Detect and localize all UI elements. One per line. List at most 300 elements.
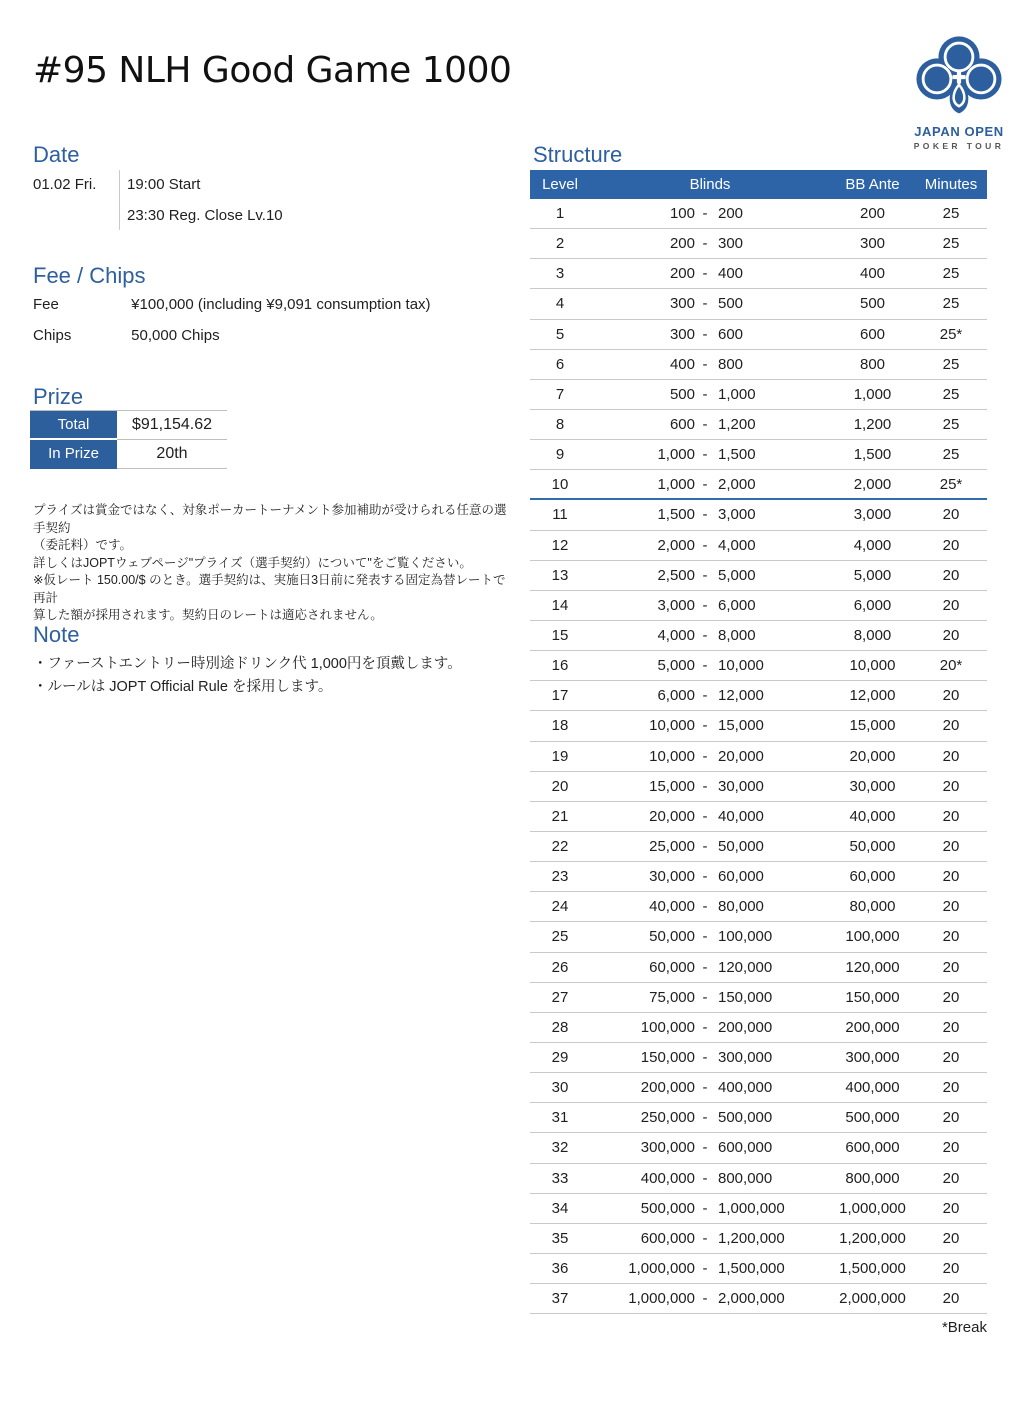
cell-level: 30: [551, 1079, 569, 1097]
cell-dash: -: [702, 1199, 708, 1217]
cell-dash: -: [702, 1229, 708, 1247]
cell-dash: -: [702, 265, 708, 283]
fee-label: Fee: [33, 296, 59, 313]
chips-value: 50,000 Chips: [131, 327, 220, 344]
cell-big-blind: 12,000: [718, 687, 764, 705]
cell-level: 21: [551, 807, 569, 825]
cell-minutes: 20: [942, 1199, 960, 1217]
cell-bb-ante: 1,200,000: [839, 1229, 906, 1247]
cell-level: 10: [551, 475, 569, 493]
cell-small-blind: 150,000: [640, 1049, 695, 1066]
column-header-minutes: Minutes: [924, 176, 978, 193]
cell-minutes: 25: [942, 265, 960, 283]
cell-level: 8: [555, 416, 565, 434]
cell-dash: -: [702, 838, 708, 856]
cell-minutes: 20: [942, 777, 960, 795]
cell-level: 1: [555, 205, 565, 223]
cell-bb-ante: 200,000: [845, 1018, 900, 1036]
cell-bb-ante: 60,000: [849, 868, 896, 886]
cell-bb-ante: 2,000: [853, 475, 892, 493]
cell-small-blind: 100: [669, 205, 695, 223]
cell-dash: -: [702, 1139, 708, 1157]
cell-small-blind: 50,000: [649, 928, 695, 946]
cell-minutes: 20: [942, 928, 960, 946]
cell-big-blind: 200,000: [718, 1018, 773, 1036]
cell-big-blind: 200: [718, 205, 744, 223]
structure-row: [530, 1103, 987, 1133]
cell-bb-ante: 300: [859, 235, 886, 253]
date-events: [127, 176, 283, 238]
cell-bb-ante: 50,000: [849, 838, 896, 856]
cell-bb-ante: 5,000: [853, 566, 892, 584]
cell-dash: -: [702, 657, 708, 675]
cell-dash: -: [702, 235, 708, 253]
structure-row: [530, 983, 987, 1013]
prize-heading: Prize: [33, 384, 84, 409]
cell-level: 24: [551, 898, 569, 916]
cell-minutes: 25: [942, 385, 960, 403]
cell-bb-ante: 1,500: [853, 446, 892, 464]
cell-big-blind: 120,000: [718, 958, 773, 976]
cell-minutes: 20: [942, 1259, 960, 1277]
structure-row: [530, 862, 987, 892]
cell-minutes: 20: [942, 1109, 960, 1127]
cell-big-blind: 40,000: [718, 807, 764, 825]
cell-small-blind: 4,000: [657, 627, 695, 645]
cell-minutes: 20: [942, 898, 960, 916]
cell-bb-ante: 500,000: [845, 1109, 900, 1127]
cell-small-blind: 200,000: [640, 1079, 695, 1097]
cell-minutes: 20: [942, 506, 960, 524]
structure-row: [530, 320, 987, 350]
cell-small-blind: 500,000: [640, 1199, 695, 1217]
cell-big-blind: 4,000: [718, 536, 756, 554]
cell-small-blind: 10,000: [649, 717, 695, 735]
logo-text-poker-tour: POKER TOUR: [913, 141, 1005, 151]
structure-row: [530, 1194, 987, 1224]
cell-dash: -: [702, 627, 708, 645]
cell-small-blind: 600: [669, 416, 695, 434]
cell-bb-ante: 500: [859, 295, 886, 313]
cell-bb-ante: 6,000: [853, 596, 892, 614]
cell-big-blind: 3,000: [718, 506, 756, 524]
date-separator-line: [119, 170, 120, 230]
cell-level: 35: [551, 1229, 569, 1247]
cell-level: 20: [551, 777, 569, 795]
cell-small-blind: 300: [669, 325, 695, 343]
cell-minutes: 25: [942, 446, 960, 464]
cell-level: 32: [551, 1139, 569, 1157]
structure-row: [530, 832, 987, 862]
note-line-drink: ・ファーストエントリー時別途ドリンク代 1,000円を頂戴します。: [33, 656, 462, 672]
cell-dash: -: [702, 1259, 708, 1277]
cell-minutes: 25*: [939, 325, 963, 343]
cell-bb-ante: 1,000,000: [839, 1199, 906, 1217]
cell-level: 6: [555, 355, 565, 373]
cell-big-blind: 500,000: [718, 1109, 773, 1127]
cell-minutes: 20*: [939, 657, 963, 675]
cell-dash: -: [702, 355, 708, 373]
cell-big-blind: 2,000: [718, 475, 756, 493]
cell-level: 9: [555, 446, 565, 464]
cell-dash: -: [702, 777, 708, 795]
structure-row: [530, 350, 987, 380]
cell-small-blind: 600,000: [640, 1229, 695, 1247]
column-header-bb-ante: BB Ante: [845, 176, 900, 193]
cell-small-blind: 2,000: [657, 536, 695, 554]
cell-small-blind: 1,000: [657, 446, 695, 464]
structure-heading: Structure: [533, 142, 623, 167]
cell-minutes: 25: [942, 416, 960, 434]
structure-row: [530, 742, 987, 772]
cell-big-blind: 5,000: [718, 566, 756, 584]
cell-minutes: 20: [942, 717, 960, 735]
cell-minutes: 20: [942, 807, 960, 825]
cell-big-blind: 30,000: [718, 777, 764, 795]
cell-bb-ante: 150,000: [845, 988, 900, 1006]
cell-minutes: 25*: [939, 475, 963, 493]
cell-dash: -: [702, 205, 708, 223]
cell-level: 16: [551, 657, 569, 675]
cell-minutes: 20: [942, 1139, 960, 1157]
cell-small-blind: 60,000: [649, 958, 695, 976]
cell-bb-ante: 30,000: [849, 777, 896, 795]
cell-bb-ante: 3,000: [853, 506, 892, 524]
page-title: #95 NLH Good Game 1000: [33, 50, 512, 91]
structure-row: [530, 1224, 987, 1254]
cell-bb-ante: 40,000: [849, 807, 896, 825]
cell-level: 37: [551, 1290, 569, 1308]
event-start-time: 19:00 Start: [127, 176, 201, 193]
cell-bb-ante: 20,000: [849, 747, 896, 765]
cell-level: 31: [551, 1109, 569, 1127]
break-footnote: *Break: [941, 1319, 987, 1336]
cell-dash: -: [702, 687, 708, 705]
cell-small-blind: 300,000: [640, 1139, 695, 1157]
structure-row: [530, 1164, 987, 1194]
structure-row: [530, 922, 987, 952]
cell-level: 27: [551, 988, 569, 1006]
cell-small-blind: 3,000: [657, 596, 695, 614]
cell-bb-ante: 800: [859, 355, 886, 373]
cell-dash: -: [702, 536, 708, 554]
cell-small-blind: 15,000: [649, 777, 695, 795]
cell-bb-ante: 12,000: [849, 687, 896, 705]
cell-minutes: 20: [942, 1229, 960, 1247]
cell-small-blind: 200: [669, 265, 695, 283]
cell-small-blind: 5,000: [657, 657, 695, 675]
cell-big-blind: 15,000: [718, 717, 764, 735]
cell-dash: -: [702, 475, 708, 493]
cell-small-blind: 40,000: [649, 898, 695, 916]
structure-row: [530, 621, 987, 651]
structure-rows: [530, 199, 987, 1314]
cell-bb-ante: 2,000,000: [839, 1290, 906, 1308]
cell-bb-ante: 8,000: [853, 627, 892, 645]
cell-dash: -: [702, 295, 708, 313]
cell-small-blind: 20,000: [649, 807, 695, 825]
cell-minutes: 20: [942, 988, 960, 1006]
cell-dash: -: [702, 596, 708, 614]
cell-big-blind: 600: [718, 325, 744, 343]
cell-small-blind: 6,000: [657, 687, 695, 705]
structure-row: [530, 440, 987, 470]
cell-small-blind: 2,500: [657, 566, 695, 584]
cell-level: 11: [552, 506, 568, 524]
cell-dash: -: [702, 1049, 708, 1066]
prize-inprize-value: 20th: [117, 440, 227, 469]
cell-big-blind: 1,200: [718, 416, 756, 434]
disclaimer-line: （委託料）です。: [33, 538, 133, 552]
structure-row: [530, 1254, 987, 1284]
structure-row: [530, 410, 987, 440]
cell-level: 26: [551, 958, 569, 976]
cell-small-blind: 300: [669, 295, 695, 313]
cell-big-blind: 400: [718, 265, 744, 283]
cell-minutes: 20: [942, 596, 960, 614]
prize-total-row: [30, 411, 227, 440]
cell-bb-ante: 4,000: [853, 536, 892, 554]
cell-minutes: 20: [942, 1049, 960, 1066]
cell-bb-ante: 15,000: [849, 717, 896, 735]
cell-level: 28: [551, 1018, 569, 1036]
cell-small-blind: 30,000: [649, 868, 695, 886]
structure-table-header: [530, 170, 987, 199]
structure-row: [530, 470, 987, 500]
cell-dash: -: [702, 928, 708, 946]
cell-dash: -: [702, 807, 708, 825]
cell-level: 7: [555, 385, 565, 403]
structure-table: [530, 170, 987, 1314]
cell-dash: -: [702, 717, 708, 735]
cell-level: 34: [551, 1199, 569, 1217]
cell-big-blind: 1,200,000: [718, 1229, 785, 1247]
structure-row: [530, 711, 987, 741]
cell-bb-ante: 1,500,000: [839, 1259, 906, 1277]
cell-dash: -: [702, 988, 708, 1006]
date-heading: Date: [33, 142, 80, 167]
cell-bb-ante: 300,000: [845, 1049, 900, 1066]
cell-minutes: 20: [942, 747, 960, 765]
cell-small-blind: 400: [669, 355, 695, 373]
cell-small-blind: 250,000: [640, 1109, 695, 1127]
structure-row: [530, 1013, 987, 1043]
structure-row: [530, 802, 987, 832]
note-lines: [33, 653, 513, 699]
cell-big-blind: 600,000: [718, 1139, 773, 1157]
structure-row: [530, 531, 987, 561]
cell-dash: -: [702, 1018, 708, 1036]
cell-small-blind: 1,000,000: [628, 1290, 695, 1308]
cell-big-blind: 800,000: [718, 1169, 773, 1187]
cell-dash: -: [702, 1169, 708, 1187]
cell-bb-ante: 600,000: [845, 1139, 900, 1157]
cell-level: 2: [555, 235, 565, 253]
structure-row: [530, 1133, 987, 1163]
structure-row: [530, 772, 987, 802]
cell-big-blind: 1,500: [718, 446, 756, 464]
cell-bb-ante: 800,000: [845, 1169, 900, 1187]
prize-disclaimer: [33, 502, 513, 625]
structure-row: [530, 561, 987, 591]
cell-big-blind: 1,500,000: [718, 1259, 785, 1277]
cell-big-blind: 8,000: [718, 627, 756, 645]
cell-small-blind: 1,500: [657, 506, 695, 524]
cell-bb-ante: 400: [859, 265, 886, 283]
cell-big-blind: 20,000: [718, 747, 764, 765]
cell-dash: -: [702, 958, 708, 976]
note-line-rule: ・ルールは JOPT Official Rule を採用します。: [33, 679, 333, 695]
cell-bb-ante: 1,000: [853, 385, 892, 403]
structure-row: [530, 229, 987, 259]
cell-minutes: 25: [942, 355, 960, 373]
cell-level: 14: [551, 596, 569, 614]
chips-row: [33, 327, 220, 344]
cell-small-blind: 200: [669, 235, 695, 253]
cell-bb-ante: 80,000: [849, 898, 896, 916]
cell-level: 12: [551, 536, 569, 554]
cell-minutes: 20: [942, 536, 960, 554]
cell-minutes: 20: [942, 627, 960, 645]
fee-value: ¥100,000 (including ¥9,091 consumption tax): [131, 296, 431, 313]
cell-bb-ante: 400,000: [845, 1079, 900, 1097]
disclaimer-line: 算した額が採用されます。契約日のレートは適応されません。: [33, 608, 383, 622]
cell-minutes: 20: [942, 868, 960, 886]
structure-row: [530, 681, 987, 711]
cell-big-blind: 150,000: [718, 988, 773, 1006]
cell-level: 33: [551, 1169, 569, 1187]
structure-row: [530, 380, 987, 410]
column-header-blinds: Blinds: [689, 176, 731, 193]
fee-row: [33, 296, 431, 313]
structure-row: [530, 199, 987, 229]
prize-inprize-label: In Prize: [30, 440, 117, 469]
event-reg-close: 23:30 Reg. Close Lv.10: [127, 207, 283, 224]
cell-small-blind: 75,000: [649, 988, 695, 1006]
cell-big-blind: 400,000: [718, 1079, 773, 1097]
structure-row: [530, 289, 987, 319]
cell-big-blind: 1,000,000: [718, 1199, 785, 1217]
cell-bb-ante: 100,000: [845, 928, 900, 946]
cell-minutes: 20: [942, 566, 960, 584]
structure-row: [530, 1284, 987, 1314]
cell-level: 15: [551, 627, 569, 645]
club-icon: [901, 34, 1017, 122]
prize-table: [30, 410, 227, 469]
cell-dash: -: [702, 1290, 708, 1308]
logo-text-japan-open: JAPAN OPEN: [914, 124, 1004, 139]
cell-small-blind: 500: [669, 385, 695, 403]
cell-level: 3: [555, 265, 565, 283]
cell-big-blind: 300,000: [718, 1049, 773, 1066]
cell-minutes: 25: [942, 295, 960, 313]
cell-minutes: 25: [942, 205, 960, 223]
disclaimer-line: プライズは賞金ではなく、対象ポーカートーナメント参加補助が受けられる任意の選手契約: [33, 503, 507, 535]
note-heading: Note: [33, 622, 80, 647]
chips-label: Chips: [33, 327, 72, 344]
cell-bb-ante: 600: [859, 325, 886, 343]
prize-total-value: $91,154.62: [117, 411, 227, 440]
cell-level: 36: [551, 1259, 569, 1277]
cell-dash: -: [702, 1079, 708, 1097]
structure-row: [530, 651, 987, 681]
jopt-logo: [901, 34, 1017, 151]
cell-minutes: 20: [942, 1018, 960, 1036]
cell-level: 23: [551, 868, 569, 886]
cell-dash: -: [702, 566, 708, 584]
cell-big-blind: 2,000,000: [718, 1290, 785, 1308]
structure-row: [530, 591, 987, 621]
structure-row: [530, 1043, 987, 1073]
cell-big-blind: 50,000: [718, 838, 764, 856]
cell-dash: -: [702, 416, 708, 434]
cell-big-blind: 300: [718, 235, 744, 253]
cell-bb-ante: 1,200: [853, 416, 892, 434]
cell-minutes: 20: [942, 1079, 960, 1097]
cell-level: 13: [551, 566, 569, 584]
cell-small-blind: 400,000: [640, 1169, 695, 1187]
cell-level: 4: [555, 295, 565, 313]
cell-minutes: 20: [942, 1290, 960, 1308]
disclaimer-line: 詳しくはJOPTウェブページ"プライズ（選手契約）について"をご覧ください。: [33, 555, 472, 570]
cell-dash: -: [702, 446, 708, 464]
cell-minutes: 20: [942, 958, 960, 976]
cell-minutes: 20: [942, 1169, 960, 1187]
column-header-level: Level: [542, 176, 578, 193]
cell-minutes: 25: [942, 235, 960, 253]
cell-level: 22: [551, 838, 569, 856]
cell-small-blind: 1,000,000: [628, 1259, 695, 1277]
cell-bb-ante: 10,000: [849, 657, 896, 675]
prize-inprize-row: [30, 440, 227, 469]
cell-small-blind: 25,000: [649, 838, 695, 856]
cell-minutes: 20: [942, 838, 960, 856]
cell-big-blind: 100,000: [718, 928, 773, 946]
structure-row: [530, 259, 987, 289]
cell-level: 17: [551, 687, 569, 705]
date-value: 01.02 Fri.: [33, 176, 97, 193]
cell-level: 29: [551, 1049, 569, 1066]
cell-big-blind: 10,000: [718, 657, 764, 675]
cell-level: 25: [551, 928, 569, 946]
cell-minutes: 20: [942, 687, 960, 705]
cell-dash: -: [702, 506, 708, 524]
cell-bb-ante: 120,000: [845, 958, 900, 976]
cell-big-blind: 60,000: [718, 868, 764, 886]
structure-row: [530, 892, 987, 922]
cell-big-blind: 800: [718, 355, 744, 373]
cell-bb-ante: 200: [859, 205, 886, 223]
cell-level: 19: [551, 747, 569, 765]
cell-dash: -: [702, 868, 708, 886]
cell-small-blind: 1,000: [657, 475, 695, 493]
prize-total-label: Total: [30, 411, 117, 440]
cell-dash: -: [702, 1109, 708, 1127]
cell-level: 18: [551, 717, 569, 735]
structure-row: [530, 953, 987, 983]
cell-small-blind: 100,000: [640, 1018, 695, 1036]
cell-dash: -: [702, 325, 708, 343]
cell-big-blind: 6,000: [718, 596, 756, 614]
fee-chips-heading: Fee / Chips: [33, 263, 146, 288]
cell-big-blind: 80,000: [718, 898, 764, 916]
cell-dash: -: [702, 385, 708, 403]
cell-dash: -: [702, 747, 708, 765]
cell-small-blind: 10,000: [649, 747, 695, 765]
disclaimer-line: ※仮レート 150.00/$ のとき。選手契約は、実施日3日前に発表する固定為替レートで再計: [33, 573, 506, 605]
cell-level: 5: [555, 325, 565, 343]
structure-row: [530, 1073, 987, 1103]
